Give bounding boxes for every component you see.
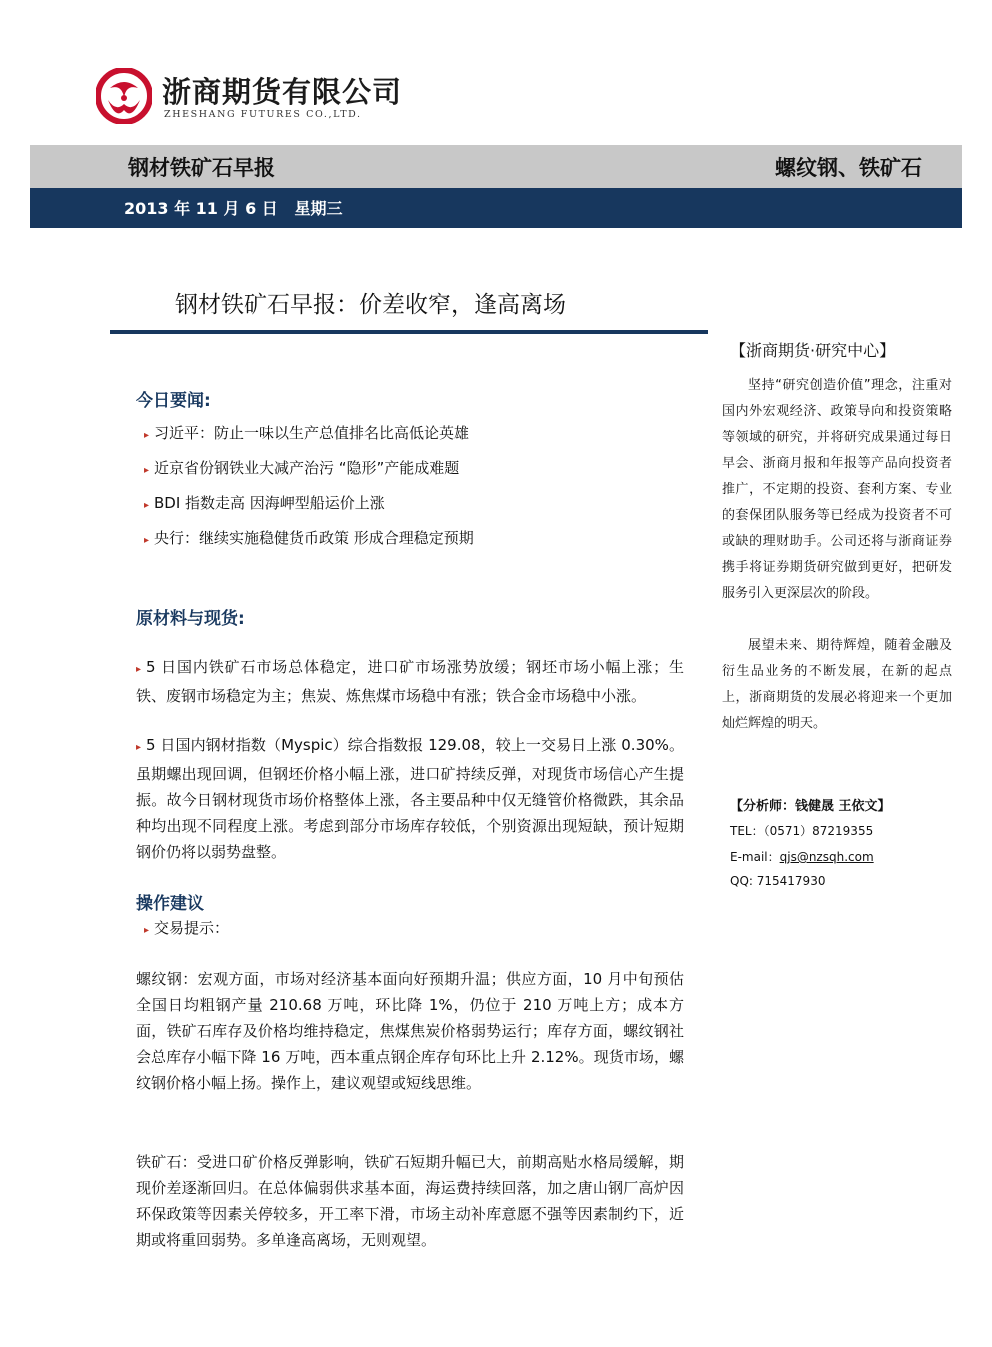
news-item bbox=[144, 492, 385, 513]
report-topic: 螺纹钢、铁矿石 bbox=[775, 156, 922, 180]
materials-heading: 原材料与现货: bbox=[136, 609, 245, 629]
contact-email: E-mail：qjs@nzsqh.com bbox=[730, 850, 874, 864]
report-name: 钢材铁矿石早报 bbox=[128, 156, 275, 180]
rebar-advice-paragraph: 螺纹钢：宏观方面，市场对经济基本面向好预期升温；供应方面，10 月中旬预估全国日均粗钢产量 210.68 万吨，环比降 1%，仍位于 210 万吨上方；成本方面，铁矿石库存及价格均维持稳定，焦煤焦炭价格弱势运行；库存方面，螺纹钢社会总库存小幅下降 16 万吨，西本重点钢企库存旬环比上升 2.12%。现货市场，螺纹钢价格小幅上扬。操作上，建议观望或短线思维。 bbox=[136, 970, 684, 1092]
title-divider bbox=[110, 330, 708, 334]
bullet-arrow-icon: ▸ bbox=[144, 500, 150, 511]
advice-subheading: ▸ 交易提示： bbox=[144, 919, 230, 937]
news-item bbox=[144, 457, 459, 478]
page-title: 钢材铁矿石早报：价差收窄，逢高离场 bbox=[175, 292, 566, 318]
contact-qq: QQ: 715417930 bbox=[730, 874, 826, 888]
company-name-english: ZHESHANG FUTURES CO.,LTD. bbox=[164, 109, 362, 120]
news-heading: 今日要闻: bbox=[136, 391, 211, 411]
news-item-text: BDI 指数走高 因海岬型船运价上涨 bbox=[154, 494, 385, 512]
news-item-text: 央行：继续实施稳健货币政策 形成合理稳定预期 bbox=[154, 529, 474, 547]
research-center-title: 【浙商期货·研究中心】 bbox=[730, 341, 896, 360]
materials-paragraph-1: ▸ 5 日国内铁矿石市场总体稳定，进口矿市场涨势放缓；钢坯市场小幅上涨；生铁、废钢市场稳定为主；焦炭、炼焦煤市场稳中有涨；铁合金市场稳中小涨。 bbox=[136, 658, 684, 705]
research-center-outlook: 展望未来、期待辉煌，随着金融及衍生品业务的不断发展，在新的起点上，浙商期货的发展必将迎来一个更加灿烂辉煌的明天。 bbox=[722, 638, 952, 731]
news-item-text: 近京省份钢铁业大减产治污 “隐形”产能成难题 bbox=[154, 459, 460, 477]
analyst-names: 【分析师：钱健晟 王依文】 bbox=[730, 799, 891, 814]
email-link[interactable]: qjs@nzsqh.com bbox=[779, 850, 874, 864]
bullet-arrow-icon: ▸ bbox=[144, 430, 150, 441]
bullet-arrow-icon: ▸ bbox=[144, 465, 150, 476]
materials-paragraph-2: ▸ 5 日国内钢材指数（Myspic）综合指数报 129.08，较上一交易日上涨 0.30%。虽期螺出现回调，但钢坯价格小幅上涨，进口矿持续反弹，对现货市场信心产生提振。故今日钢材现货市场价格整体上涨，各主要品种中仅无缝管价格微跌，其余品种均出现不同程度上涨。考虑到部分市场库存较低，个别资源出现短缺，预计短期钢价仍将以弱势盘整。 bbox=[136, 736, 684, 861]
news-item-text: 习近平：防止一味以生产总值排名比高低论英雄 bbox=[154, 424, 470, 442]
bullet-arrow-icon: ▸ bbox=[136, 742, 142, 753]
report-date: 2013 年 11 月 6 日 星期三 bbox=[124, 199, 343, 218]
ore-advice-paragraph: 铁矿石：受进口矿价格反弹影响，铁矿石短期升幅已大，前期高贴水格局缓解，期现价差逐渐回归。在总体偏弱供求基本面，海运费持续回落，加之唐山钢厂高炉因环保政策等因素关停较多，开工率下滑，市场主动补库意愿不强等因素制约下，近期或将重回弱势。多单逢高离场，无则观望。 bbox=[136, 1153, 684, 1249]
contact-tel: TEL：（0571）87219355 bbox=[730, 824, 874, 838]
advice-heading: 操作建议 bbox=[136, 894, 204, 914]
company-name: 浙商期货有限公司 bbox=[162, 75, 403, 109]
company-logo-icon bbox=[96, 68, 152, 124]
bullet-arrow-icon: ▸ bbox=[144, 535, 150, 546]
bullet-arrow-icon: ▸ bbox=[136, 664, 142, 675]
news-item bbox=[144, 527, 474, 548]
bullet-arrow-icon: ▸ bbox=[144, 925, 150, 936]
news-item bbox=[144, 422, 469, 443]
research-center-intro: 坚持“研究创造价值”理念，注重对国内外宏观经济、政策导向和投资策略等领域的研究，并将研究成果通过每日早会、浙商月报和年报等产品向投资者推广，不定期的投资、套利方案、专业的套保团队服务等已经成为投资者不可或缺的理财助手。公司还将与浙商证券携手将证券期货研究做到更好，把研发服务引入更深层次的阶段。 bbox=[722, 378, 952, 601]
